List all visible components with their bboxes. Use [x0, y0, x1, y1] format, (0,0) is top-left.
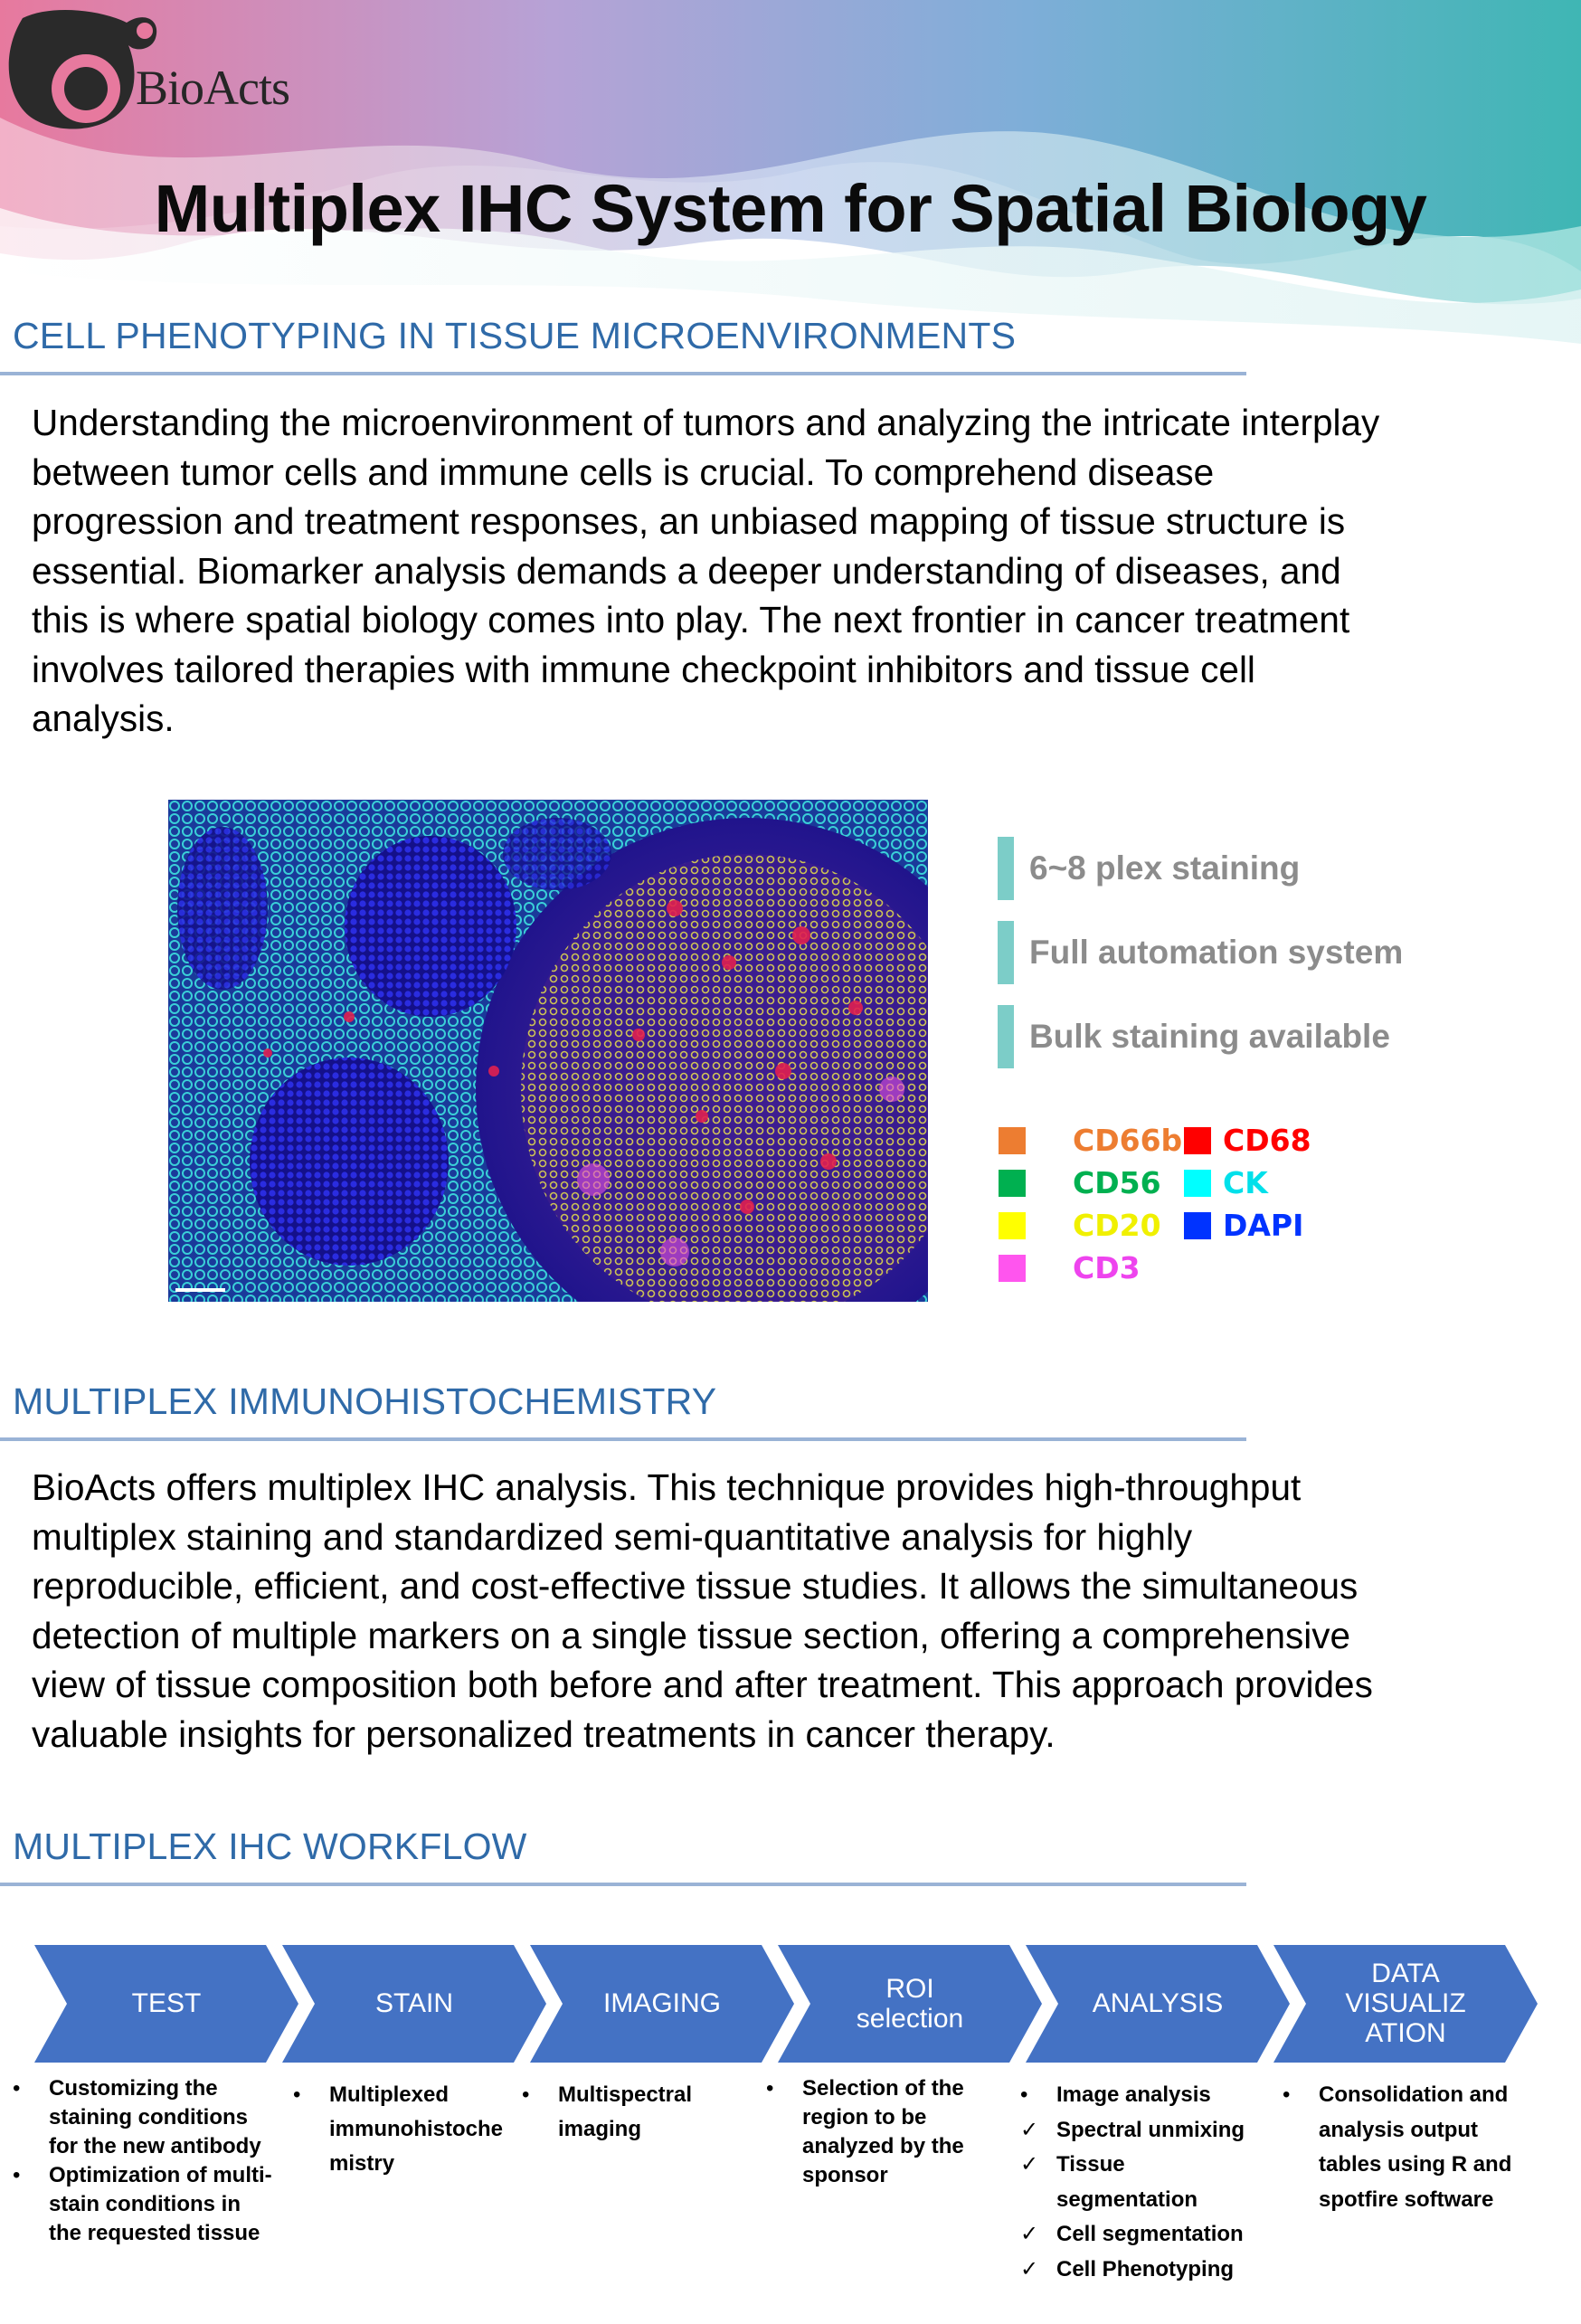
feature-bar	[998, 921, 1014, 984]
step-label-line: DATA	[1371, 1959, 1440, 1988]
bullet-icon: •	[13, 2076, 21, 2101]
feature-item	[998, 1005, 1504, 1068]
step-label-line: VISUALIZ	[1345, 1988, 1466, 2018]
logo-text: BioActs	[136, 61, 290, 115]
paragraph-line: this is where spatial biology comes into play. The next frontier in cancer treatment	[32, 599, 1350, 640]
detail-line: Customizing the	[49, 2076, 218, 2101]
multiplex-tissue-image	[168, 800, 928, 1302]
detail-line: for the new antibody	[49, 2134, 261, 2158]
step-label-line: IMAGING	[602, 1988, 721, 2018]
section-title-cell-phenotyping: CELL PHENOTYPING IN TISSUE MICROENVIRONMENTS	[13, 315, 1017, 356]
paragraph-line: reproducible, efficient, and cost-effective tissue studies. It allows the simultaneous	[32, 1565, 1359, 1607]
section-divider	[0, 1883, 1246, 1886]
legend-swatch	[999, 1212, 1026, 1239]
detail-line: spotfire software	[1319, 2186, 1494, 2212]
detail-line: staining conditions	[49, 2105, 248, 2130]
multiplex-ihc-paragraph	[32, 1463, 1540, 1759]
legend-label: CD66b	[1073, 1123, 1183, 1158]
paragraph-line: Understanding the microenvironment of tumors and analyzing the intricate interplay	[32, 402, 1380, 443]
paragraph-line: involves tailored therapies with immune checkpoint inhibitors and tissue cell	[32, 648, 1255, 690]
detail-line: Image analysis	[1056, 2082, 1211, 2107]
detail-line: the requested tissue	[49, 2221, 260, 2245]
detail-line: Spectral unmixing	[1056, 2117, 1245, 2142]
detail-item	[1020, 2148, 1292, 2217]
detail-line: Consolidation and	[1319, 2082, 1509, 2107]
section-divider	[0, 372, 1246, 375]
paragraph-line: BioActs offers multiplex IHC analysis. This technique provides high-throughput	[32, 1466, 1302, 1508]
detail-line: mistry	[329, 2151, 395, 2176]
legend-swatch	[1184, 1212, 1211, 1239]
legend-swatch	[1184, 1170, 1211, 1197]
workflow-step-label	[315, 1988, 514, 2018]
detail-item	[522, 2078, 757, 2147]
detail-line: tables using R and	[1319, 2152, 1512, 2177]
detail-line: region to be	[802, 2105, 927, 2130]
paragraph-line: multiplex staining and standardized semi-quantitative analysis for highly	[32, 1515, 1193, 1558]
paragraph-line: analysis.	[32, 697, 175, 739]
detail-line: Selection of the	[802, 2076, 964, 2101]
detail-line: Multiplexed	[329, 2082, 450, 2107]
paragraph-line: progression and treatment responses, an unbiased mapping of tissue structure is	[32, 500, 1346, 542]
detail-item	[1020, 2253, 1292, 2288]
workflow-steps	[0, 1936, 1581, 2072]
feature-item	[998, 837, 1504, 900]
detail-item	[1020, 2217, 1292, 2253]
workflow-step-label	[563, 1988, 762, 2018]
legend-label: CD56	[1073, 1165, 1161, 1200]
detail-line: segmentation	[1056, 2186, 1198, 2212]
legend-label: CK	[1223, 1165, 1268, 1200]
detail-item	[1020, 2078, 1292, 2113]
page-title: Multiplex IHC System for Spatial Biology	[154, 171, 1427, 246]
detail-line: sponsor	[802, 2163, 888, 2187]
detail-line: Tissue	[1056, 2152, 1125, 2177]
workflow-details-data-visualization	[1283, 2078, 1563, 2217]
workflow-details-analysis	[1020, 2078, 1292, 2287]
bullet-icon: •	[1020, 2082, 1028, 2107]
workflow-details-test	[13, 2074, 311, 2248]
detail-line: immunohistoche	[329, 2117, 504, 2141]
bullet-icon: •	[522, 2082, 530, 2107]
bullet-icon: •	[766, 2076, 774, 2101]
bullet-icon: •	[1283, 2082, 1291, 2107]
detail-item	[1283, 2078, 1563, 2217]
detail-item	[13, 2074, 311, 2161]
section-title-multiplex-ihc: MULTIPLEX IMMUNOHISTOCHEMISTRY	[13, 1380, 717, 1422]
detail-line: imaging	[558, 2117, 642, 2141]
workflow-step-label	[810, 1974, 1009, 2034]
cell-phenotyping-paragraph	[32, 398, 1540, 744]
checkmark-icon: ✓	[1020, 2256, 1039, 2281]
step-label-line: ATION	[1365, 2018, 1446, 2048]
detail-line: analysis output	[1319, 2117, 1479, 2142]
paragraph-line: detection of multiple markers on a single tissue section, offering a comprehensive	[32, 1614, 1351, 1656]
step-label-line: selection	[856, 2004, 964, 2034]
workflow-details-roi	[766, 2074, 1019, 2190]
section-title-workflow: MULTIPLEX IHC WORKFLOW	[13, 1826, 527, 1867]
detail-item	[1020, 2113, 1292, 2149]
detail-line: stain conditions in	[49, 2192, 241, 2216]
checkmark-icon: ✓	[1020, 2152, 1039, 2177]
workflow-step-label	[1058, 1988, 1257, 2018]
legend-swatch	[999, 1127, 1026, 1154]
workflow-details-imaging	[522, 2078, 757, 2147]
workflow-step-label	[1306, 1959, 1505, 2048]
feature-item	[998, 921, 1504, 984]
feature-bar	[998, 1005, 1014, 1068]
workflow-details-stain	[293, 2078, 537, 2181]
detail-line: Multispectral	[558, 2082, 693, 2107]
legend-label: CD68	[1223, 1123, 1311, 1158]
feature-label: 6~8 plex staining	[1029, 849, 1301, 887]
legend-swatch	[1184, 1127, 1211, 1154]
detail-line: Cell Phenotyping	[1056, 2256, 1235, 2281]
detail-item	[13, 2161, 311, 2248]
detail-line: Cell segmentation	[1056, 2222, 1244, 2246]
detail-line: Optimization of multi-	[49, 2163, 272, 2187]
workflow-step-label	[67, 1988, 266, 2018]
checkmark-icon: ✓	[1020, 2222, 1039, 2246]
section-divider	[0, 1437, 1246, 1441]
feature-label: Full automation system	[1029, 934, 1404, 971]
legend-swatch	[999, 1255, 1026, 1282]
step-label-line: ROI	[885, 1974, 934, 2004]
step-label-line: ANALYSIS	[1092, 1988, 1224, 2018]
legend-swatch	[999, 1170, 1026, 1197]
feature-label: Bulk staining available	[1029, 1018, 1390, 1055]
detail-item	[293, 2078, 537, 2181]
paragraph-line: between tumor cells and immune cells is crucial. To comprehend disease	[32, 451, 1215, 493]
checkmark-icon: ✓	[1020, 2117, 1039, 2142]
paragraph-line: view of tissue composition both before and after treatment. This approach provides	[32, 1664, 1373, 1705]
detail-line: analyzed by the	[802, 2134, 964, 2158]
paragraph-line: essential. Biomarker analysis demands a deeper understanding of diseases, and	[32, 549, 1341, 592]
paragraph-line: valuable insights for personalized treatments in cancer therapy.	[32, 1712, 1056, 1755]
feature-bar	[998, 837, 1014, 900]
step-label-line: STAIN	[374, 1988, 454, 2018]
detail-item	[766, 2074, 1019, 2190]
step-label-line: TEST	[131, 1988, 202, 2018]
bullet-icon: •	[13, 2163, 21, 2187]
legend-label: DAPI	[1223, 1208, 1304, 1243]
legend-label: CD20	[1073, 1208, 1161, 1243]
bullet-icon: •	[293, 2082, 301, 2107]
legend-label: CD3	[1073, 1250, 1141, 1285]
